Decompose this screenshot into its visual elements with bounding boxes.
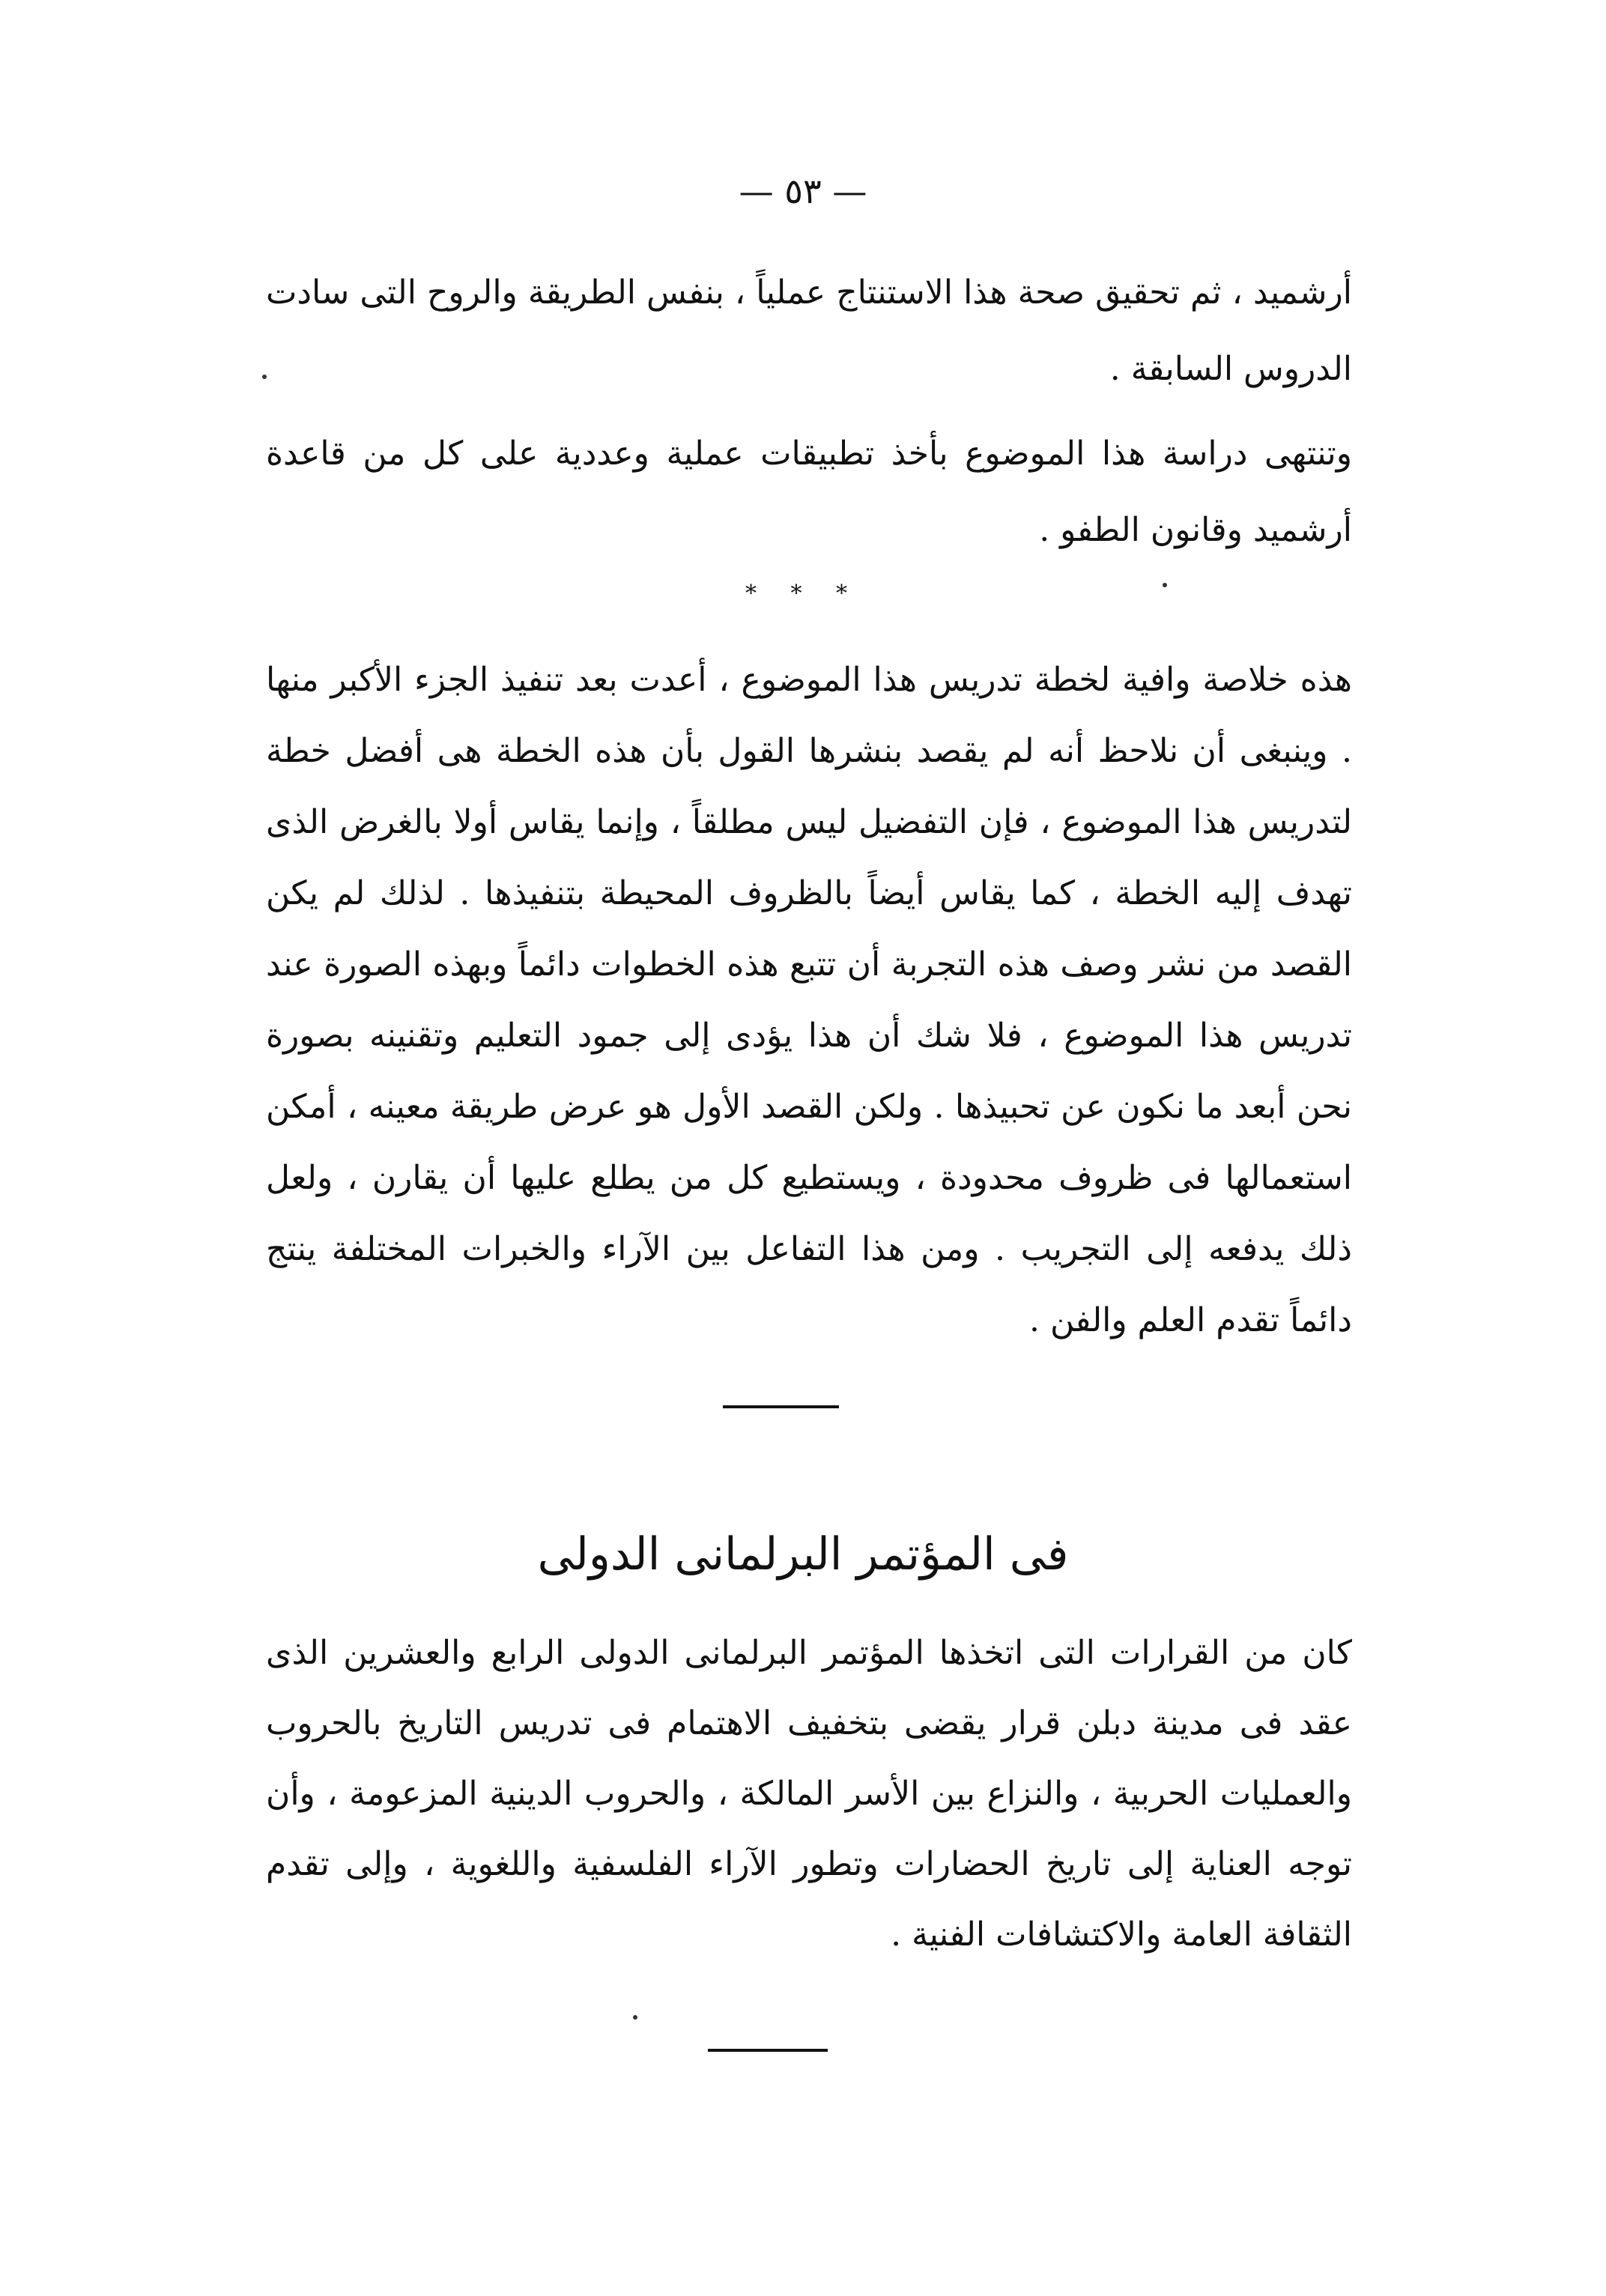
scan-speck (262, 375, 267, 379)
section-separator: * * * (745, 581, 861, 607)
section-heading: فى المؤتمر البرلمانى الدولى (537, 1528, 1069, 1581)
paragraph-lesson-ending: وتنتهى دراسة هذا الموضوع بأخذ تطبيقات عملية وعددية على كل من قاعدة أرشميد وقانون الطفو . (266, 434, 1352, 549)
paragraph-archimedes-conclusion: أرشميد ، ثم تحقيق صحة هذا الاستنتاج عملياً ، بنفس الطريقة والروح التى سادت الدروس السابقة . (266, 273, 1352, 388)
paragraph-plan-summary: هذه خلاصة وافية لخطة تدريس هذا الموضوع ، أعدت بعد تنفيذ الجزء الأكبر منها . وينبغى أن نلاحظ أنه لم يقصد بنشرها القول بأن هذه الخطة هى أفضل خطة لتدريس هذا الموضوع ، فإن التفضيل ليس مطلقاً ، وإنما يقاس أولا بالغرض الذى تهدف إليه الخطة ، كما يقاس أيضاً بالظروف المحيطة بتنفيذها . لذلك لم يكن القصد من نشر وصف هذه التجربة أن تتبع هذه الخطوات دائماً وبهذه الصورة عند تدريس هذا الموضوع ، فلا شك أن هذا يؤدى إلى جمود التعليم وتقنينه بصورة نحن أبعد ما نكون عن تحبيذها . ولكن القصد الأول هو عرض طريقة معينه ، أمكن استعمالها فى ظروف محدودة ، ويستطيع كل من يطلع عليها أن يقارن ، ولعل ذلك يدفعه إلى التجريب . ومن هذا التفاعل بين الآراء والخبرات المختلفة ينتج دائماً تقدم العلم والفن . (266, 661, 1353, 1339)
divider-rule (723, 1405, 839, 1408)
scan-speck (633, 2015, 637, 2020)
divider-rule-bottom (708, 2049, 828, 2052)
paragraph-parliamentary-conference: كان من القرارات التى اتخذها المؤتمر البرلمانى الدولى الرابع والعشرين الذى عقد فى مدينة دبلن قرار يقضى بتخفيف الاهتمام فى تدريس التاريخ بالحروب والعمليات الحربية ، والنزاع بين الأسر المالكة ، والحروب الدينية المزعومة ، وأن توجه العناية إلى تاريخ الحضارات وتطور الآراء الفلسفية واللغوية ، وإلى تقدم الثقافة العامة والاكتشافات الفنية . (266, 1634, 1352, 1954)
page-number: — ٥٣ — (739, 171, 867, 211)
scan-speck (1163, 583, 1167, 587)
